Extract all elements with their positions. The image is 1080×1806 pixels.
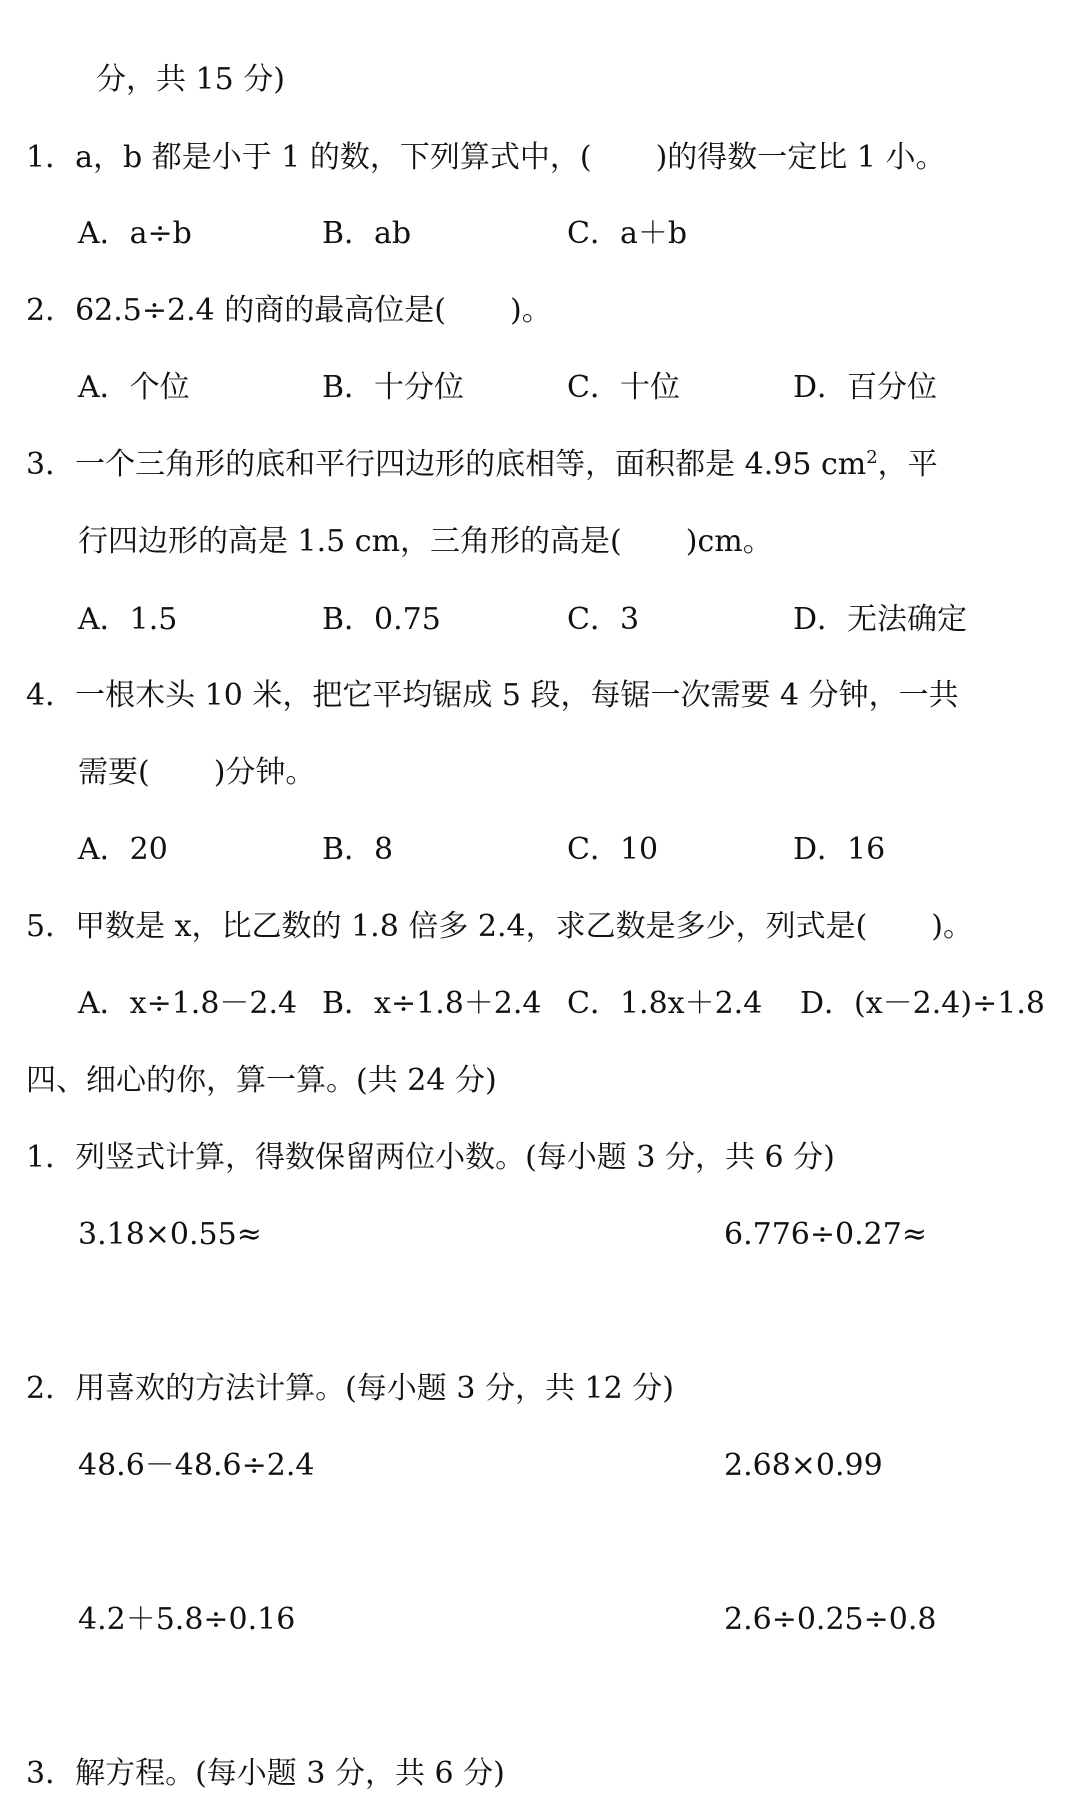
- question-3-option-d[interactable]: D．无法确定: [793, 602, 968, 637]
- question-4-option-a[interactable]: A．20: [78, 832, 168, 867]
- question-2-option-d[interactable]: D．百分位: [793, 370, 938, 405]
- calc-item: 4.2＋5.8÷0.16: [78, 1602, 296, 1637]
- calc-item: 2.68×0.99: [724, 1448, 883, 1483]
- section-4-q2-title: 2．用喜欢的方法计算。(每小题 3 分，共 12 分): [26, 1371, 674, 1406]
- question-2-option-a[interactable]: A．个位: [78, 370, 190, 405]
- question-5-option-b[interactable]: B．x÷1.8＋2.4: [322, 986, 542, 1021]
- question-2-option-b[interactable]: B．十分位: [322, 370, 465, 405]
- question-5-option-c[interactable]: C．1.8x＋2.4: [567, 986, 763, 1021]
- question-4-option-c[interactable]: C．10: [567, 832, 659, 867]
- section-4-title: 四、细心的你，算一算。(共 24 分): [26, 1063, 497, 1098]
- question-5-option-a[interactable]: A．x÷1.8－2.4: [78, 986, 298, 1021]
- section-4-q3-title: 3．解方程。(每小题 3 分，共 6 分): [26, 1756, 505, 1791]
- section-score-continuation: 分，共 15 分): [96, 62, 285, 97]
- question-1-option-c[interactable]: C．a＋b: [567, 216, 688, 251]
- question-4-stem-line1: 4．一根木头 10 米，把它平均锯成 5 段，每锯一次需要 4 分钟，一共: [26, 678, 959, 713]
- section-4-q1-title: 1．列竖式计算，得数保留两位小数。(每小题 3 分，共 6 分): [26, 1140, 835, 1175]
- question-4-option-d[interactable]: D．16: [793, 832, 886, 867]
- calc-item: 3.18×0.55≈: [78, 1217, 262, 1252]
- question-1-option-a[interactable]: A．a÷b: [78, 216, 192, 251]
- calc-item: 48.6－48.6÷2.4: [78, 1448, 315, 1483]
- question-4-option-b[interactable]: B．8: [322, 832, 394, 867]
- question-3-option-a[interactable]: A．1.5: [78, 602, 178, 637]
- question-5-option-d[interactable]: D．(x－2.4)÷1.8: [800, 986, 1045, 1021]
- question-2-option-c[interactable]: C．十位: [567, 370, 680, 405]
- question-3-option-b[interactable]: B．0.75: [322, 602, 441, 637]
- question-3-stem-line2: 行四边形的高是 1.5 cm，三角形的高是( )cm。: [78, 524, 773, 559]
- question-2-stem: 2．62.5÷2.4 的商的最高位是( )。: [26, 293, 552, 328]
- question-4-stem-line2: 需要( )分钟。: [78, 755, 316, 790]
- calc-item: 6.776÷0.27≈: [724, 1217, 927, 1252]
- question-1-option-b[interactable]: B．ab: [322, 216, 412, 251]
- question-3-stem-line1: 3．一个三角形的底和平行四边形的底相等，面积都是 4.95 $cm^2$，平: [26, 447, 938, 482]
- question-5-stem: 5．甲数是 x，比乙数的 1.8 倍多 2.4，求乙数是多少，列式是( )。: [26, 909, 973, 944]
- question-3-option-c[interactable]: C．3: [567, 602, 640, 637]
- question-1-stem: 1．a，b 都是小于 1 的数，下列算式中，( )的得数一定比 1 小。: [26, 140, 946, 175]
- calc-item: 2.6÷0.25÷0.8: [724, 1602, 937, 1637]
